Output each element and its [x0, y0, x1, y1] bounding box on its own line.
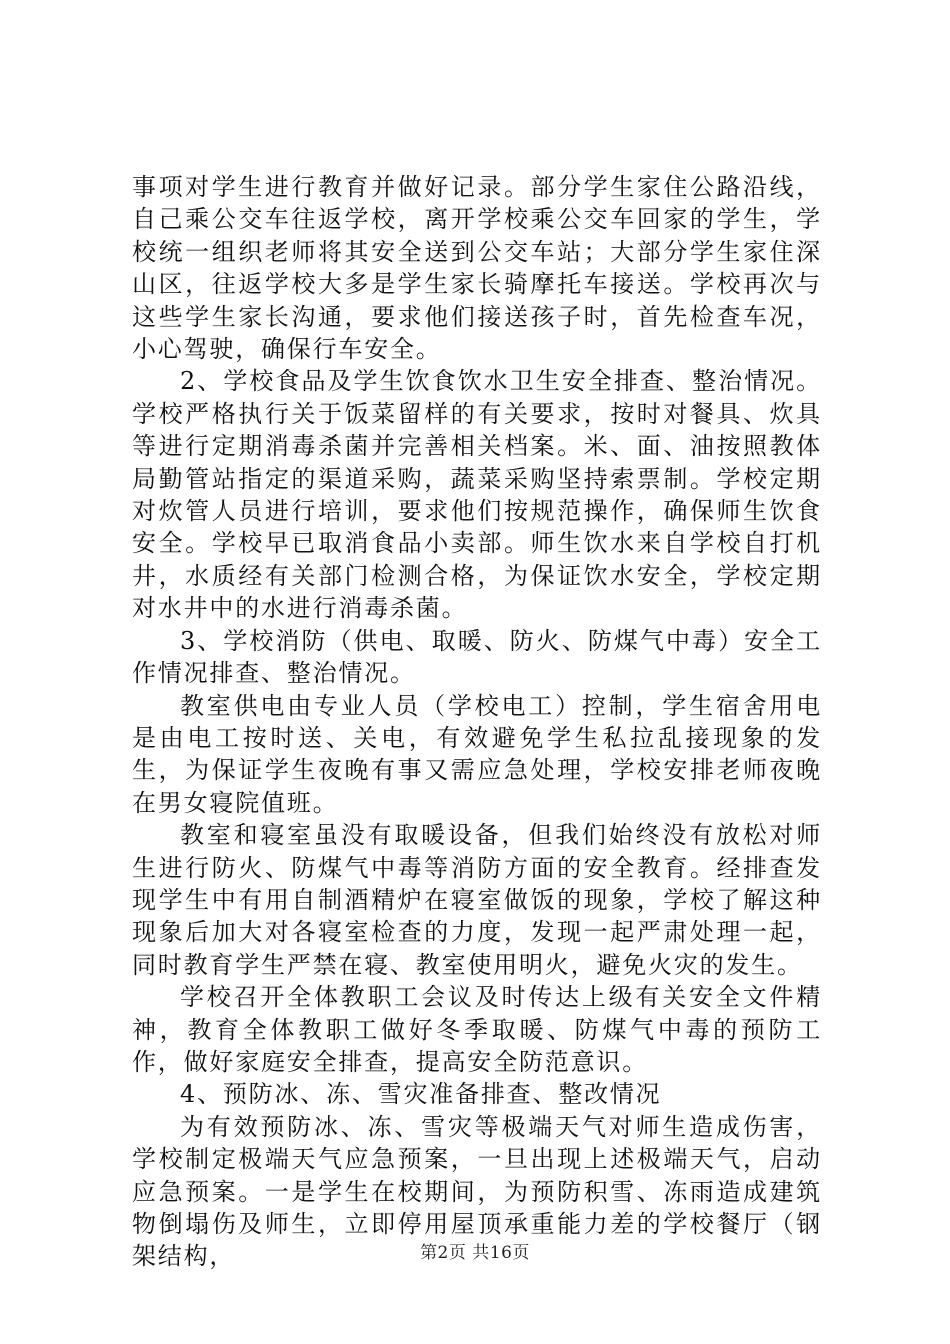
- paragraph-1: 事项对学生进行教育并做好记录。部分学生家住公路沿线，自己乘公交车往返学校，离开学校乘公交车回家的学生，学校统一组织老师将其安全送到公交车站；大部分学生家住深山区，往返学校大多是学生家长骑摩托车接送。学校再次与这些学生家长沟通，要求他们接送孩子时，首先检查车况，小心驾驶，确保行车安全。: [132, 173, 822, 364]
- paragraph-7: 4、预防冰、冻、雪灾准备排查、整改情况: [180, 1080, 662, 1109]
- page-number-footer: 第2页 共16页: [420, 1243, 530, 1263]
- paragraph-5: 教室和寝室虽没有取暖设备，但我们始终没有放松对师生进行防火、防煤气中毒等消防方面的安全教育。经排查发现学生中有用自制酒精炉在寝室做饭的现象，学校了解这种现象后加大对各寝室检查的力度，发现一起严肃处理一起，同时教育学生严禁在寝、教室使用明火，避免火灾的发生。: [132, 821, 822, 979]
- paragraph-2: 2、学校食品及学生饮食饮水卫生安全排查、整治情况。学校严格执行关于饭菜留样的有关要求，按时对餐具、炊具等进行定期消毒杀菌并完善相关档案。米、面、油按照教体局勤管站指定的渠道采购，蔬菜采购坚持索票制。学校定期对炊管人员进行培训，要求他们按规范操作，确保师生饮食安全。学校早已取消食品小卖部。师生饮水来自学校自打机井，水质经有关部门检测合格，为保证饮水安全，学校定期对水井中的水进行消毒杀菌。: [132, 367, 822, 623]
- paragraph-4: 教室供电由专业人员（学校电工）控制，学生宿舍用电是由电工按时送、关电，有效避免学生私拉乱接现象的发生，为保证学生夜晚有事又需应急处理，学校安排老师夜晚在男女寝院值班。: [132, 691, 822, 817]
- paragraph-8: 为有效预防冰、冻、雪灾等极端天气对师生造成伤害，学校制定极端天气应急预案，一旦出现上述极端天气，启动应急预案。一是学生在校期间，为预防积雪、冻雨造成建筑物倒塌伤及师生，立即停用屋顶承重能力差的学校餐厅（钢架结构，: [132, 1112, 822, 1271]
- body-text: [132, 171, 822, 1273]
- paragraph-6: 学校召开全体教职工会议及时传达上级有关安全文件精神，教育全体教职工做好冬季取暖、防煤气中毒的预防工作，做好家庭安全排查，提高安全防范意识。: [132, 983, 822, 1076]
- paragraph-3: 3、学校消防（供电、取暖、防火、防煤气中毒）安全工作情况排查、整治情况。: [132, 626, 822, 688]
